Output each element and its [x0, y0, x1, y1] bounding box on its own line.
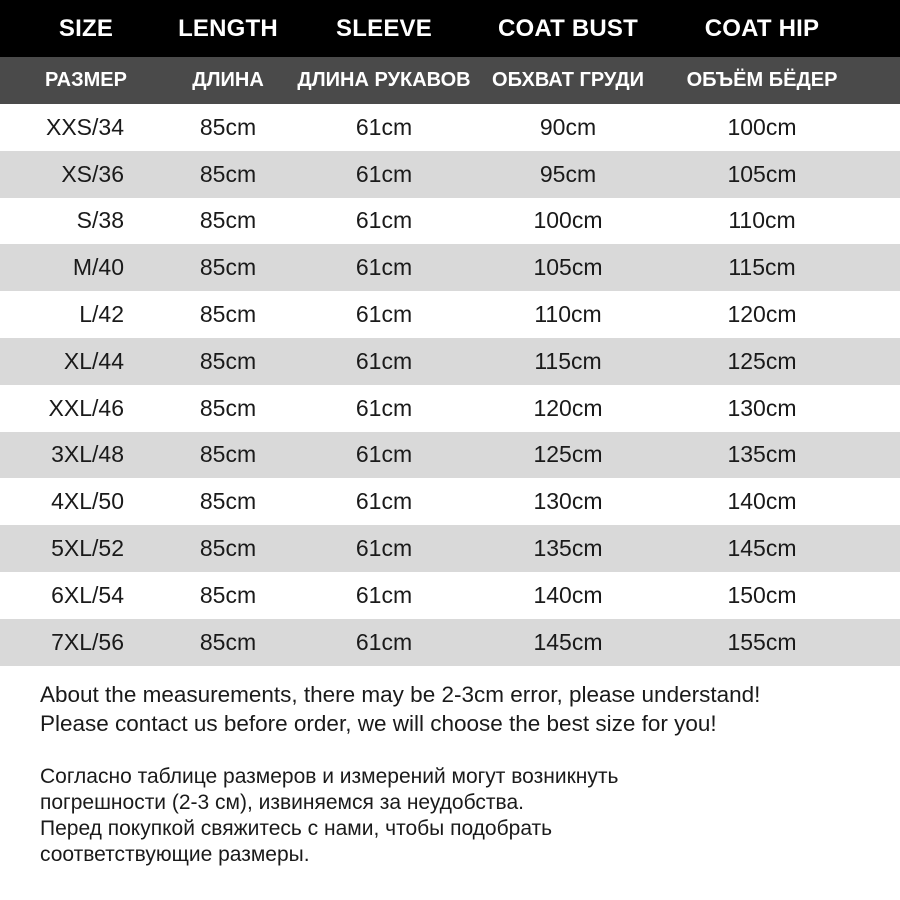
- table-body: [0, 104, 900, 666]
- header-coat-bust: COAT BUST: [497, 14, 638, 42]
- cell-coat-hip: 130cm: [727, 394, 797, 421]
- table-row: [0, 198, 900, 245]
- cell-coat-hip: 125cm: [727, 347, 797, 374]
- cell-coat-hip: 115cm: [728, 254, 796, 281]
- note-ru-line-3: Перед покупкой свяжитесь с нами, чтобы подобрать: [40, 817, 553, 840]
- cell-coat-bust: 140cm: [533, 581, 603, 608]
- cell-size: XL/44: [63, 347, 124, 374]
- cell-length: 85cm: [199, 160, 257, 187]
- table-row: [0, 291, 900, 338]
- cell-size: 6XL/54: [51, 581, 124, 608]
- table-row: [0, 525, 900, 572]
- table-row: [0, 385, 900, 432]
- header-coat-hip: COAT HIP: [704, 14, 820, 42]
- cell-coat-bust: 95cm: [539, 160, 597, 187]
- cell-length: 85cm: [199, 581, 257, 608]
- cell-length: 85cm: [199, 207, 257, 234]
- table-header-english: [0, 0, 900, 57]
- note-ru-line-4: соответствующие размеры.: [40, 843, 310, 866]
- cell-length: 85cm: [199, 394, 257, 421]
- note-en-line-1: About the measurements, there may be 2-3cm error, please understand!: [40, 682, 761, 707]
- header-length: LENGTH: [178, 14, 278, 42]
- cell-coat-bust: 125cm: [533, 441, 603, 468]
- header-ru-bust: ОБХВАТ ГРУДИ: [492, 69, 644, 91]
- cell-size: XXS/34: [46, 113, 124, 140]
- header-sleeve: SLEEVE: [336, 14, 432, 42]
- cell-sleeve: 61cm: [355, 394, 413, 421]
- header-ru-sleeve: ДЛИНА РУКАВОВ: [297, 69, 471, 91]
- cell-size: 3XL/48: [51, 441, 124, 468]
- cell-length: 85cm: [199, 628, 257, 655]
- cell-coat-hip: 120cm: [727, 301, 797, 328]
- measurement-notes: [40, 680, 890, 868]
- cell-coat-hip: 105cm: [727, 160, 797, 187]
- header-ru-length: ДЛИНА: [192, 69, 264, 91]
- cell-coat-hip: 145cm: [727, 535, 797, 562]
- cell-coat-bust: 90cm: [539, 113, 597, 140]
- cell-coat-hip: 155cm: [727, 628, 797, 655]
- cell-length: 85cm: [199, 535, 257, 562]
- cell-sleeve: 61cm: [355, 113, 413, 140]
- cell-sleeve: 61cm: [355, 160, 413, 187]
- table-row: [0, 619, 900, 666]
- header-ru-hip: ОБЪЁМ БЁДЕР: [686, 69, 838, 91]
- cell-sleeve: 61cm: [355, 301, 413, 328]
- cell-size: XXL/46: [48, 394, 124, 421]
- cell-coat-bust: 120cm: [533, 394, 603, 421]
- note-ru-line-1: Согласно таблице размеров и измерений могут возникнуть: [40, 765, 619, 788]
- cell-size: M/40: [72, 254, 124, 281]
- cell-sleeve: 61cm: [355, 488, 413, 515]
- cell-coat-bust: 135cm: [533, 535, 603, 562]
- cell-size: XS/36: [61, 160, 124, 187]
- cell-size: L/42: [79, 301, 124, 328]
- cell-length: 85cm: [199, 441, 257, 468]
- cell-coat-bust: 100cm: [533, 207, 603, 234]
- cell-length: 85cm: [199, 488, 257, 515]
- table-header-russian: [0, 57, 900, 104]
- cell-coat-hip: 150cm: [727, 581, 797, 608]
- note-en-line-2: Please contact us before order, we will choose the best size for you!: [40, 711, 717, 736]
- cell-coat-hip: 140cm: [727, 488, 797, 515]
- cell-sleeve: 61cm: [355, 628, 413, 655]
- header-size: SIZE: [58, 14, 114, 42]
- cell-sleeve: 61cm: [355, 441, 413, 468]
- cell-coat-bust: 130cm: [533, 488, 603, 515]
- table-row: [0, 244, 900, 291]
- cell-sleeve: 61cm: [355, 347, 413, 374]
- cell-coat-bust: 110cm: [534, 301, 602, 328]
- table-row: [0, 478, 900, 525]
- cell-sleeve: 61cm: [355, 254, 413, 281]
- cell-coat-bust: 115cm: [534, 347, 602, 374]
- cell-coat-hip: 100cm: [727, 113, 797, 140]
- cell-length: 85cm: [199, 113, 257, 140]
- cell-length: 85cm: [199, 254, 257, 281]
- cell-coat-hip: 110cm: [728, 207, 796, 234]
- table-row: [0, 104, 900, 151]
- note-ru-block: [40, 764, 890, 868]
- cell-coat-bust: 105cm: [533, 254, 603, 281]
- cell-length: 85cm: [199, 347, 257, 374]
- cell-size: 7XL/56: [51, 628, 124, 655]
- header-ru-size: РАЗМЕР: [45, 69, 127, 91]
- cell-sleeve: 61cm: [355, 581, 413, 608]
- note-ru-line-2: погрешности (2-3 см), извиняемся за неудобства.: [40, 791, 524, 814]
- table-row: [0, 338, 900, 385]
- cell-size: 5XL/52: [51, 535, 124, 562]
- table-row: [0, 572, 900, 619]
- cell-sleeve: 61cm: [355, 535, 413, 562]
- cell-size: 4XL/50: [51, 488, 124, 515]
- cell-sleeve: 61cm: [355, 207, 413, 234]
- cell-length: 85cm: [199, 301, 257, 328]
- cell-coat-hip: 135cm: [727, 441, 797, 468]
- table-row: [0, 432, 900, 479]
- cell-coat-bust: 145cm: [533, 628, 603, 655]
- cell-size: S/38: [76, 207, 124, 234]
- table-row: [0, 151, 900, 198]
